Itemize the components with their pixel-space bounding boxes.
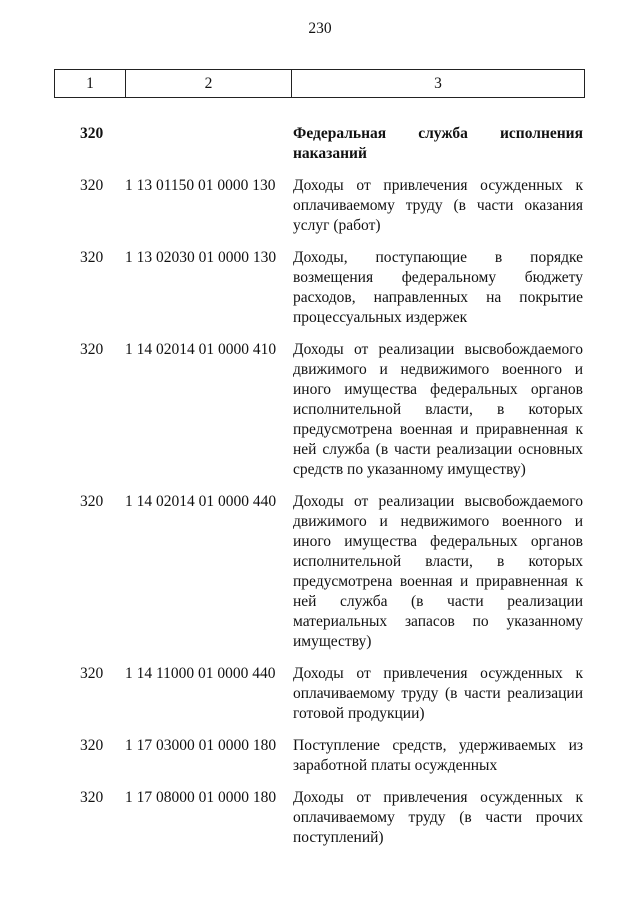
- income-description: Доходы от привлечения осужденных к оплачиваемому труду (в части оказания услуг (работ): [293, 177, 583, 234]
- table-row-agency: [0, 124, 640, 164]
- budget-classification-code: 1 13 02030 01 0000 130: [125, 249, 277, 266]
- table-row: [0, 176, 640, 236]
- admin-code: 320: [80, 665, 104, 682]
- income-description: Доходы от привлечения осужденных к оплачиваемому труду (в части прочих поступлений): [293, 789, 583, 846]
- column-header-2: 2: [126, 70, 292, 98]
- budget-classification-code: 1 14 02014 01 0000 410: [125, 341, 277, 358]
- income-codes-list: [0, 124, 640, 860]
- column-header-row: [55, 70, 585, 98]
- admin-code: 320: [80, 249, 104, 266]
- table-row: [0, 248, 640, 328]
- income-description: Доходы от привлечения осужденных к оплачиваемому труду (в части реализации готовой продукции): [293, 665, 583, 722]
- admin-code: 320: [80, 177, 104, 194]
- budget-classification-code: 1 14 02014 01 0000 440: [125, 493, 277, 510]
- page-number: 230: [308, 20, 332, 37]
- budget-classification-code: 1 14 11000 01 0000 440: [125, 665, 276, 682]
- admin-code: 320: [80, 737, 104, 754]
- budget-classification-code: 1 13 01150 01 0000 130: [125, 177, 276, 194]
- table-row: [0, 788, 640, 848]
- column-header-3: 3: [292, 70, 585, 98]
- budget-classification-code: 1 17 03000 01 0000 180: [125, 737, 277, 754]
- income-description: Доходы, поступающие в порядке возмещения федеральному бюджету расходов, направленных на покрытие процессуальных издержек: [293, 249, 583, 326]
- income-description: Поступление средств, удерживаемых из заработной платы осужденных: [293, 737, 583, 774]
- agency-title: Федеральная служба исполнения наказаний: [293, 125, 583, 162]
- income-description: Доходы от реализации высвобождаемого движимого и недвижимого военного и иного имущества федеральных органов исполнительной власти, в которых предусмотрена военная и приравненная к ней служба (в части реализации основных средств по указанному имуществу): [293, 341, 583, 478]
- table-row: [0, 736, 640, 776]
- table-row: [0, 340, 640, 480]
- column-header-table: [54, 69, 585, 98]
- admin-code: 320: [80, 341, 104, 358]
- table-row: [0, 664, 640, 724]
- column-header-1: 1: [55, 70, 126, 98]
- budget-classification-code: 1 17 08000 01 0000 180: [125, 789, 277, 806]
- admin-code: 320: [80, 125, 104, 142]
- table-row: [0, 492, 640, 652]
- income-description: Доходы от реализации высвобождаемого движимого и недвижимого военного и иного имущества федеральных органов исполнительной власти, в которых предусмотрена военная и приравненная к ней служба (в части реализации материальных запасов по указанному имуществу): [293, 493, 583, 650]
- admin-code: 320: [80, 493, 104, 510]
- admin-code: 320: [80, 789, 104, 806]
